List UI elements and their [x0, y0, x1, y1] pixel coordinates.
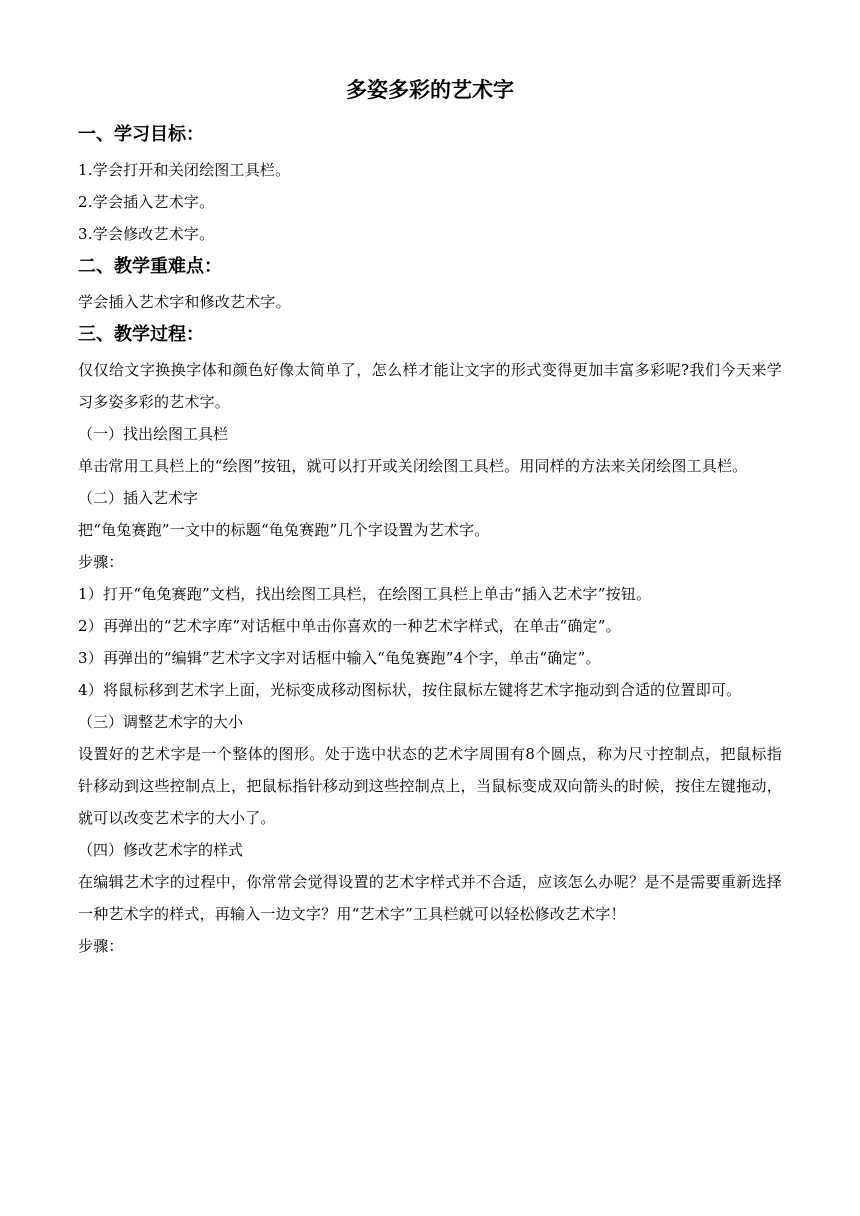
- section-heading-key-points: 二、教学重难点：: [78, 256, 222, 277]
- part2-title: （二）插入艺术字: [78, 489, 199, 507]
- part2-text: 把“龟兔赛跑”一文中的标题“龟兔赛跑”几个字设置为艺术字。: [78, 521, 490, 539]
- step-item: 3）再弹出的“编辑”艺术字文字对话框中输入“龟兔赛跑”4个字，单击“确定”。: [78, 649, 601, 667]
- step-item: 2）再弹出的“艺术字库”对话框中单击你喜欢的一种艺术字样式，在单击“确定”。: [78, 617, 621, 635]
- part4-title: （四）修改艺术字的样式: [78, 841, 244, 859]
- goal-item: 1.学会打开和关闭绘图工具栏。: [78, 161, 291, 179]
- section-heading-process: 三、教学过程：: [78, 324, 204, 345]
- part3-title: （三）调整艺术字的大小: [78, 713, 244, 731]
- part1-title: （一）找出绘图工具栏: [78, 425, 229, 443]
- process-intro: 仅仅给文字换换字体和颜色好像太简单了，怎么样才能让文字的形式变得更加丰富多彩呢?我们今天来学习多姿多彩的艺术字。: [78, 361, 782, 411]
- part4-text: 在编辑艺术字的过程中，你常常会觉得设置的艺术字样式并不合适，应该怎么办呢？是不是需要重新选择一种艺术字的样式，再输入一边文字？用“艺术字”工具栏就可以轻松修改艺术字！: [78, 873, 782, 923]
- goal-item: 2.学会插入艺术字。: [78, 193, 215, 211]
- step-item: 1）打开“龟兔赛跑”文档，找出绘图工具栏，在绘图工具栏上单击“插入艺术字”按钮。: [78, 585, 652, 603]
- goal-item: 3.学会修改艺术字。: [78, 225, 215, 243]
- part1-text: 单击常用工具栏上的“绘图”按钮，就可以打开或关闭绘图工具栏。用同样的方法来关闭绘图工具栏。: [78, 457, 748, 475]
- document-page: [78, 72, 782, 962]
- part4-steps-label: 步骤：: [78, 937, 124, 955]
- key-points-text: 学会插入艺术字和修改艺术字。: [78, 293, 291, 311]
- section-heading-goals: 一、学习目标：: [78, 124, 204, 145]
- step-item: 4）将鼠标移到艺术字上面，光标变成移动图标状，按住鼠标左键将艺术字拖动到合适的位置即可。: [78, 681, 742, 699]
- document-title: 多姿多彩的艺术字: [346, 78, 514, 102]
- part3-text: 设置好的艺术字是一个整体的图形。处于选中状态的艺术字周围有8个圆点，称为尺寸控制点，把鼠标指针移动到这些控制点上，把鼠标指针移动到这些控制点上，当鼠标变成双向箭头的时候，按住左键拖动，就可以改变艺术字的大小了。: [78, 745, 782, 827]
- part2-steps-label: 步骤：: [78, 553, 124, 571]
